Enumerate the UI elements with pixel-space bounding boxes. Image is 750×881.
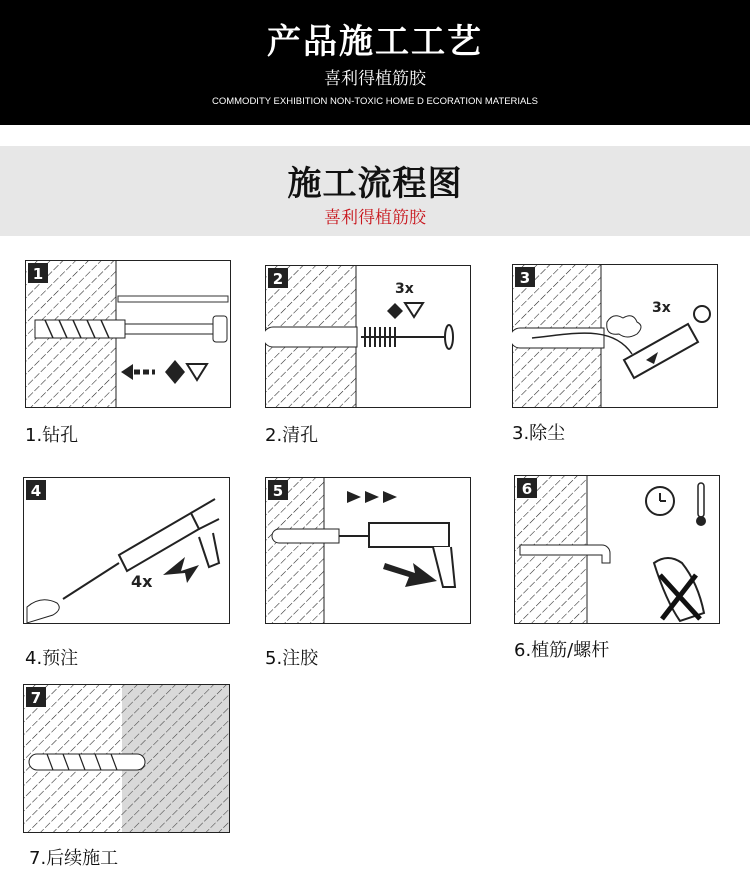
header-banner [0, 0, 750, 125]
clock-icon [646, 487, 674, 515]
page-title: 产品施工工艺 [267, 22, 483, 62]
step-3-panel [512, 264, 718, 408]
step-6-panel [514, 475, 720, 624]
svg-text:4: 4 [30, 482, 42, 500]
svg-text:3: 3 [519, 269, 531, 287]
section-banner [0, 146, 750, 236]
step-2-caption: 2.清孔 [265, 425, 319, 446]
step-7-caption: 7.后续施工 [29, 848, 119, 869]
step-4-panel [23, 477, 230, 624]
repeat-count: 3x [395, 281, 414, 297]
svg-text:2: 2 [272, 270, 284, 288]
repeat-count: 4x [131, 572, 153, 591]
step-1-panel [25, 260, 231, 408]
step-7-panel [23, 684, 230, 833]
step-5-panel [265, 477, 471, 624]
thermometer-icon [696, 483, 706, 526]
page-subtitle: 喜利得植筋胶 [324, 69, 426, 89]
step-1-caption: 1.钻孔 [25, 425, 79, 446]
step-2-panel [265, 265, 471, 408]
section-title: 施工流程图 [287, 164, 463, 204]
step-number: 1 [32, 265, 44, 283]
step-4-caption: 4.预注 [25, 648, 79, 669]
step-6-caption: 6.植筋/螺杆 [514, 640, 610, 661]
rebar-icon [29, 754, 145, 770]
english-tagline: COMMODITY EXHIBITION NON-TOXIC HOME D ECORATION MATERIALS [211, 96, 538, 107]
step-3-caption: 3.除尘 [512, 423, 566, 444]
step-5-caption: 5.注胶 [265, 648, 319, 669]
svg-text:6: 6 [521, 480, 533, 498]
svg-text:5: 5 [272, 482, 284, 500]
svg-text:7: 7 [30, 689, 42, 707]
section-subtitle: 喜利得植筋胶 [324, 208, 426, 228]
repeat-count: 3x [652, 300, 671, 316]
